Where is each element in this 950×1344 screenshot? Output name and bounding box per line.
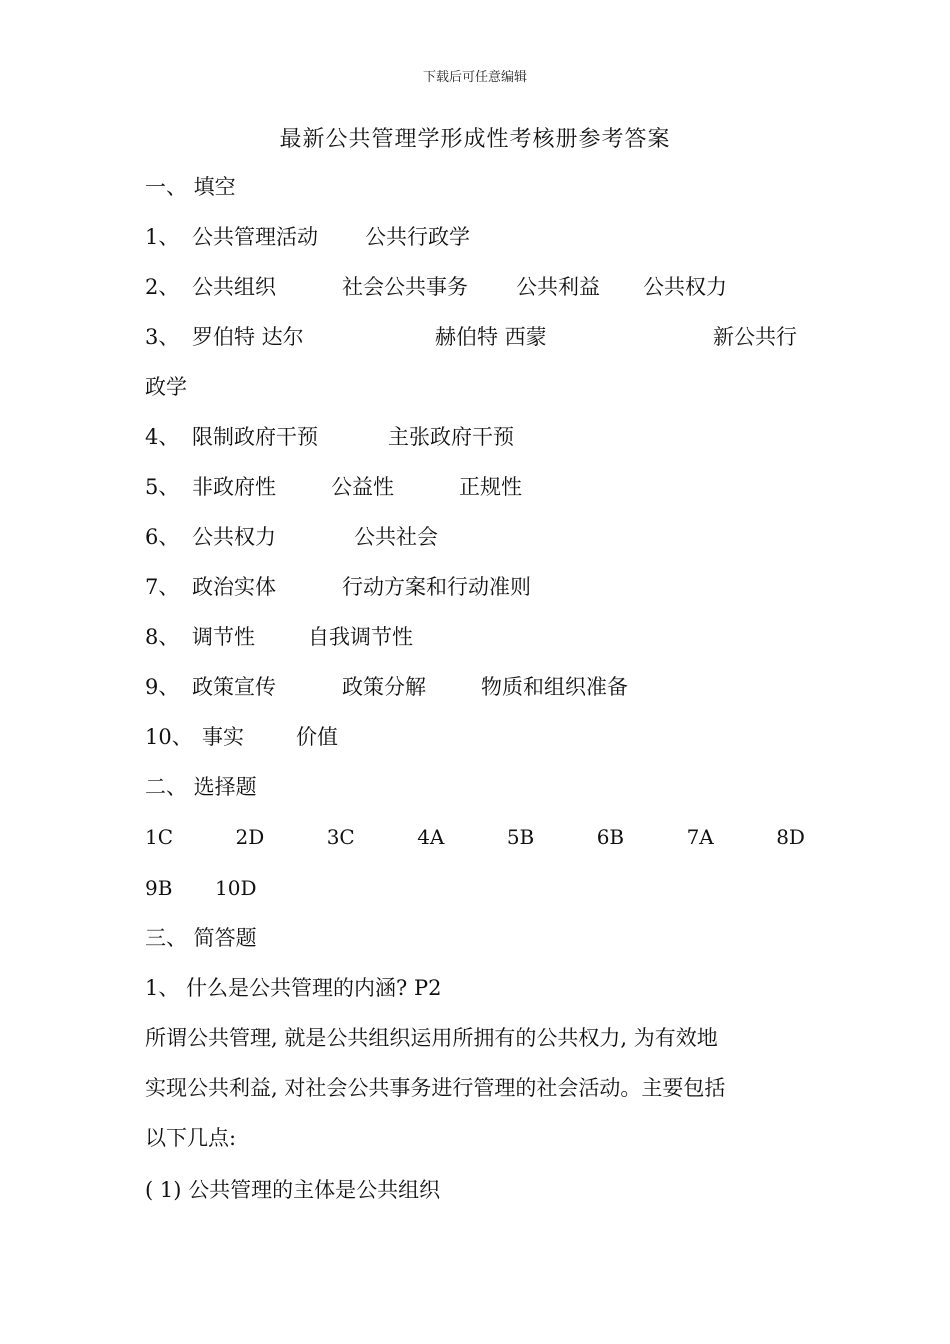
answer: 价值 (296, 725, 338, 749)
choice-answers-row-2 (145, 873, 805, 903)
answer: 社会公共事务 (342, 275, 468, 299)
item-number: 7、 (145, 575, 180, 599)
answer-point-1: ( 1) 公共管理的主体是公共组织 (145, 1178, 441, 1202)
answer: 主张政府干预 (388, 425, 514, 449)
question-1: 1、 什么是公共管理的内涵? P2 (145, 976, 442, 1000)
item-number: 8、 (145, 625, 180, 649)
choice-answer: 10D (215, 876, 257, 900)
answer-line-3-continuation: 政学 (145, 375, 187, 399)
answer: 行动方案和行动准则 (342, 575, 531, 599)
choice-answer: 4A (417, 825, 445, 849)
answer: 非政府性 (192, 475, 276, 499)
choice-answer: 5B (506, 825, 535, 849)
answer: 政治实体 (192, 575, 276, 599)
answer: 正规性 (459, 475, 522, 499)
answer: 罗伯特 达尔 (192, 325, 304, 349)
choice-answer: 9B (145, 876, 173, 900)
choice-answers-row-1 (145, 822, 805, 852)
item-number: 9、 (145, 675, 180, 699)
answer: 公共权力 (192, 525, 276, 549)
answer: 公共组织 (192, 275, 276, 299)
choice-answer: 1C (145, 825, 174, 849)
answer: 政策分解 (342, 675, 426, 699)
item-number: 6、 (145, 525, 180, 549)
item-number: 5、 (145, 475, 180, 499)
page-title: 最新公共管理学形成性考核册参考答案 (279, 127, 671, 152)
answer-line-9 (145, 672, 805, 702)
choice-answer: 7A (686, 825, 714, 849)
answer-line-5 (145, 472, 805, 502)
choice-answer: 3C (326, 825, 355, 849)
answer-line-7 (145, 572, 805, 602)
answer: 物质和组织准备 (481, 675, 628, 699)
section-heading-fill-blank: 一、 填空 (145, 175, 236, 199)
answer: 自我调节性 (308, 625, 413, 649)
answer: 事实 (202, 725, 244, 749)
answer: 限制政府干预 (192, 425, 318, 449)
answer-line-2 (145, 272, 805, 302)
answer: 政策宣传 (192, 675, 276, 699)
section-heading-multiple-choice: 二、 选择题 (145, 775, 257, 799)
item-number: 1、 (145, 225, 180, 249)
answer: 公共权力 (643, 275, 727, 299)
answer-line-1 (145, 222, 805, 252)
answer-paragraph-line: 所谓公共管理, 就是公共组织运用所拥有的公共权力, 为有效地 (145, 1026, 718, 1050)
answer-paragraph-line: 以下几点: (145, 1126, 237, 1150)
answer-line-10 (145, 722, 805, 752)
answer: 赫伯特 西蒙 (435, 325, 547, 349)
section-heading-short-answer: 三、 简答题 (145, 926, 257, 950)
answer-line-6 (145, 522, 805, 552)
item-number: 3、 (145, 325, 180, 349)
answer: 调节性 (192, 625, 255, 649)
answer-paragraph-line: 实现公共利益, 对社会公共事务进行管理的社会活动。主要包括 (145, 1076, 726, 1100)
page-header: 下载后可任意编辑 (422, 70, 527, 85)
choice-answer: 8D (776, 825, 805, 849)
answer: 公共利益 (516, 275, 600, 299)
item-number: 2、 (145, 275, 180, 299)
answer: 公共管理活动 (192, 225, 318, 249)
answer: 公共社会 (354, 525, 438, 549)
answer-line-8 (145, 622, 805, 652)
item-number: 4、 (145, 425, 180, 449)
answer: 新公共行 (713, 325, 797, 349)
answer-line-3 (145, 322, 805, 352)
answer: 公益性 (331, 475, 394, 499)
item-number: 10、 (145, 725, 193, 749)
answer-line-4 (145, 422, 805, 452)
choice-answer: 2D (235, 825, 265, 849)
answer: 公共行政学 (365, 225, 470, 249)
choice-answer: 6B (596, 825, 625, 849)
